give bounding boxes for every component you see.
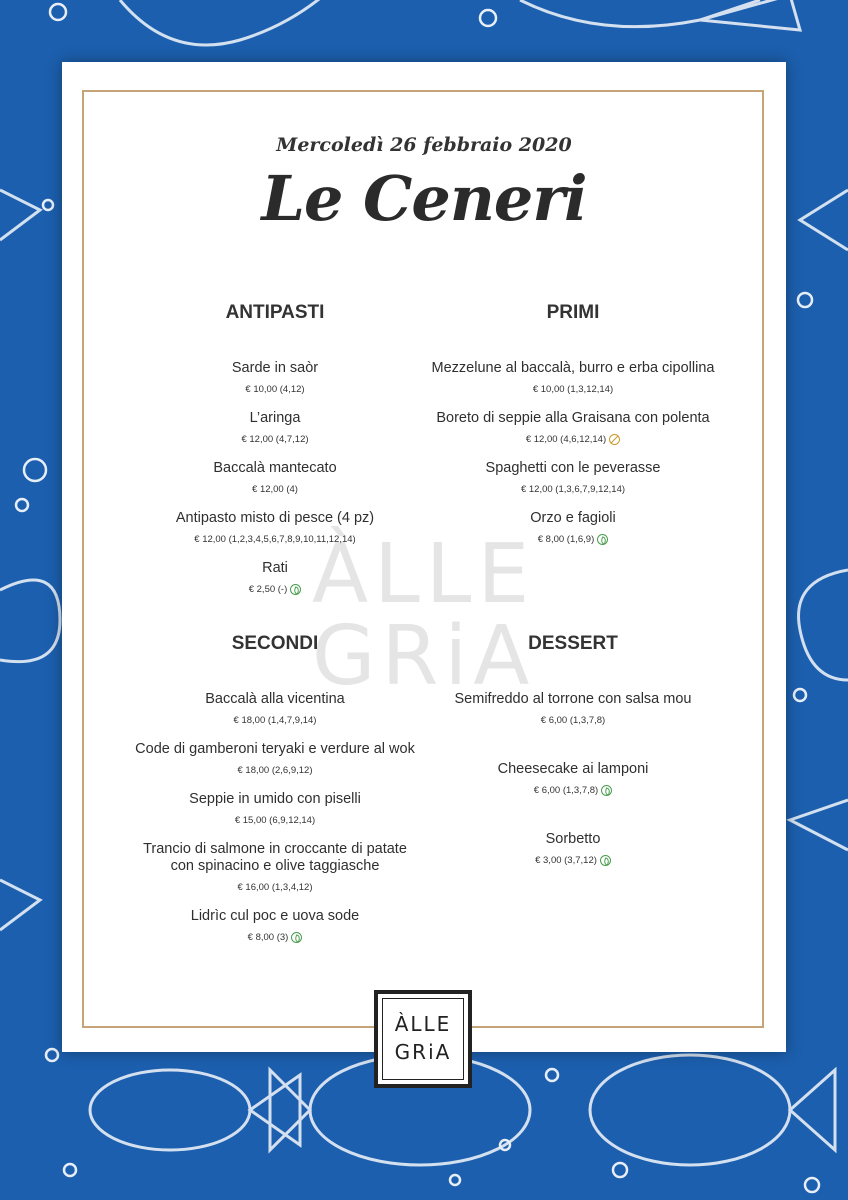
menu-item: Baccalà mantecato € 12,00 (4) [213, 460, 337, 495]
menu-item: Orzo e fagioli € 8,00 (1,6,9) [530, 510, 616, 545]
section-title: PRIMI [546, 302, 600, 323]
menu-item: Cheesecake ai lamponi € 6,00 (1,3,7,8) [497, 761, 649, 796]
menu-item: Seppie in umido con piselli € 15,00 (6,9,12,14) [189, 791, 361, 826]
menu-item: Semifreddo al torrone con salsa mou € 6,00 (1,3,7,8) [454, 691, 692, 726]
menu-item: Code di gamberoni teryaki e verdure al wok € 18,00 (2,6,9,12) [135, 741, 415, 776]
section-secondi [105, 633, 445, 958]
menu-card [62, 62, 786, 1064]
section-dessert [403, 633, 743, 881]
menu-item: Baccalà alla vicentina € 18,00 (1,4,7,9,14) [205, 691, 345, 726]
menu-item: Lidrìc cul poc e uova sode € 8,00 (3) [190, 908, 360, 943]
menu-item: Trancio di salmone in croccante di patate con spinacino e olive taggiasche € 16,00 (1,3,4,12) [143, 841, 407, 893]
menu-item: Antipasto misto di pesce (4 pz) € 12,00 (1,2,3,4,5,6,7,8,9,10,11,12,14) [175, 510, 375, 545]
menu-title: Le Ceneri [261, 162, 587, 235]
menu-date: Mercoledì 26 febbraio 2020 [276, 134, 572, 156]
menu-item: Boreto di seppie alla Graisana con polenta € 12,00 (4,6,12,14) [436, 410, 710, 445]
section-antipasti [105, 302, 445, 610]
section-primi [403, 302, 743, 560]
menu-item: Sorbetto € 3,00 (3,7,12) [403, 831, 743, 867]
menu-item: Mezzelune al baccalà, burro e erba cipollina € 10,00 (1,3,12,14) [431, 360, 715, 395]
brand-logo: ÀLLE GRiA [374, 990, 472, 1088]
menu-item: Spaghetti con le peverasse € 12,00 (1,3,6,7,9,12,14) [485, 460, 661, 495]
section-title: ANTIPASTI [225, 302, 325, 323]
gluten-free-icon [609, 434, 620, 445]
vegetarian-leaf-icon [290, 584, 301, 595]
vegetarian-leaf-icon [291, 932, 302, 943]
vegetarian-leaf-icon [601, 785, 612, 796]
brand-watermark: ÀLLE GRiA [312, 527, 536, 704]
menu-item: Sarde in saòr € 10,00 (4,12) [231, 360, 319, 395]
menu-item: Rati € 2,50 (-) [105, 560, 445, 596]
vegetarian-leaf-icon [600, 855, 611, 866]
menu-item: L’aringa € 12,00 (4,7,12) [241, 410, 309, 445]
section-title: SECONDI [231, 633, 319, 654]
section-title: DESSERT [528, 633, 618, 654]
vegetarian-leaf-icon [597, 534, 608, 545]
